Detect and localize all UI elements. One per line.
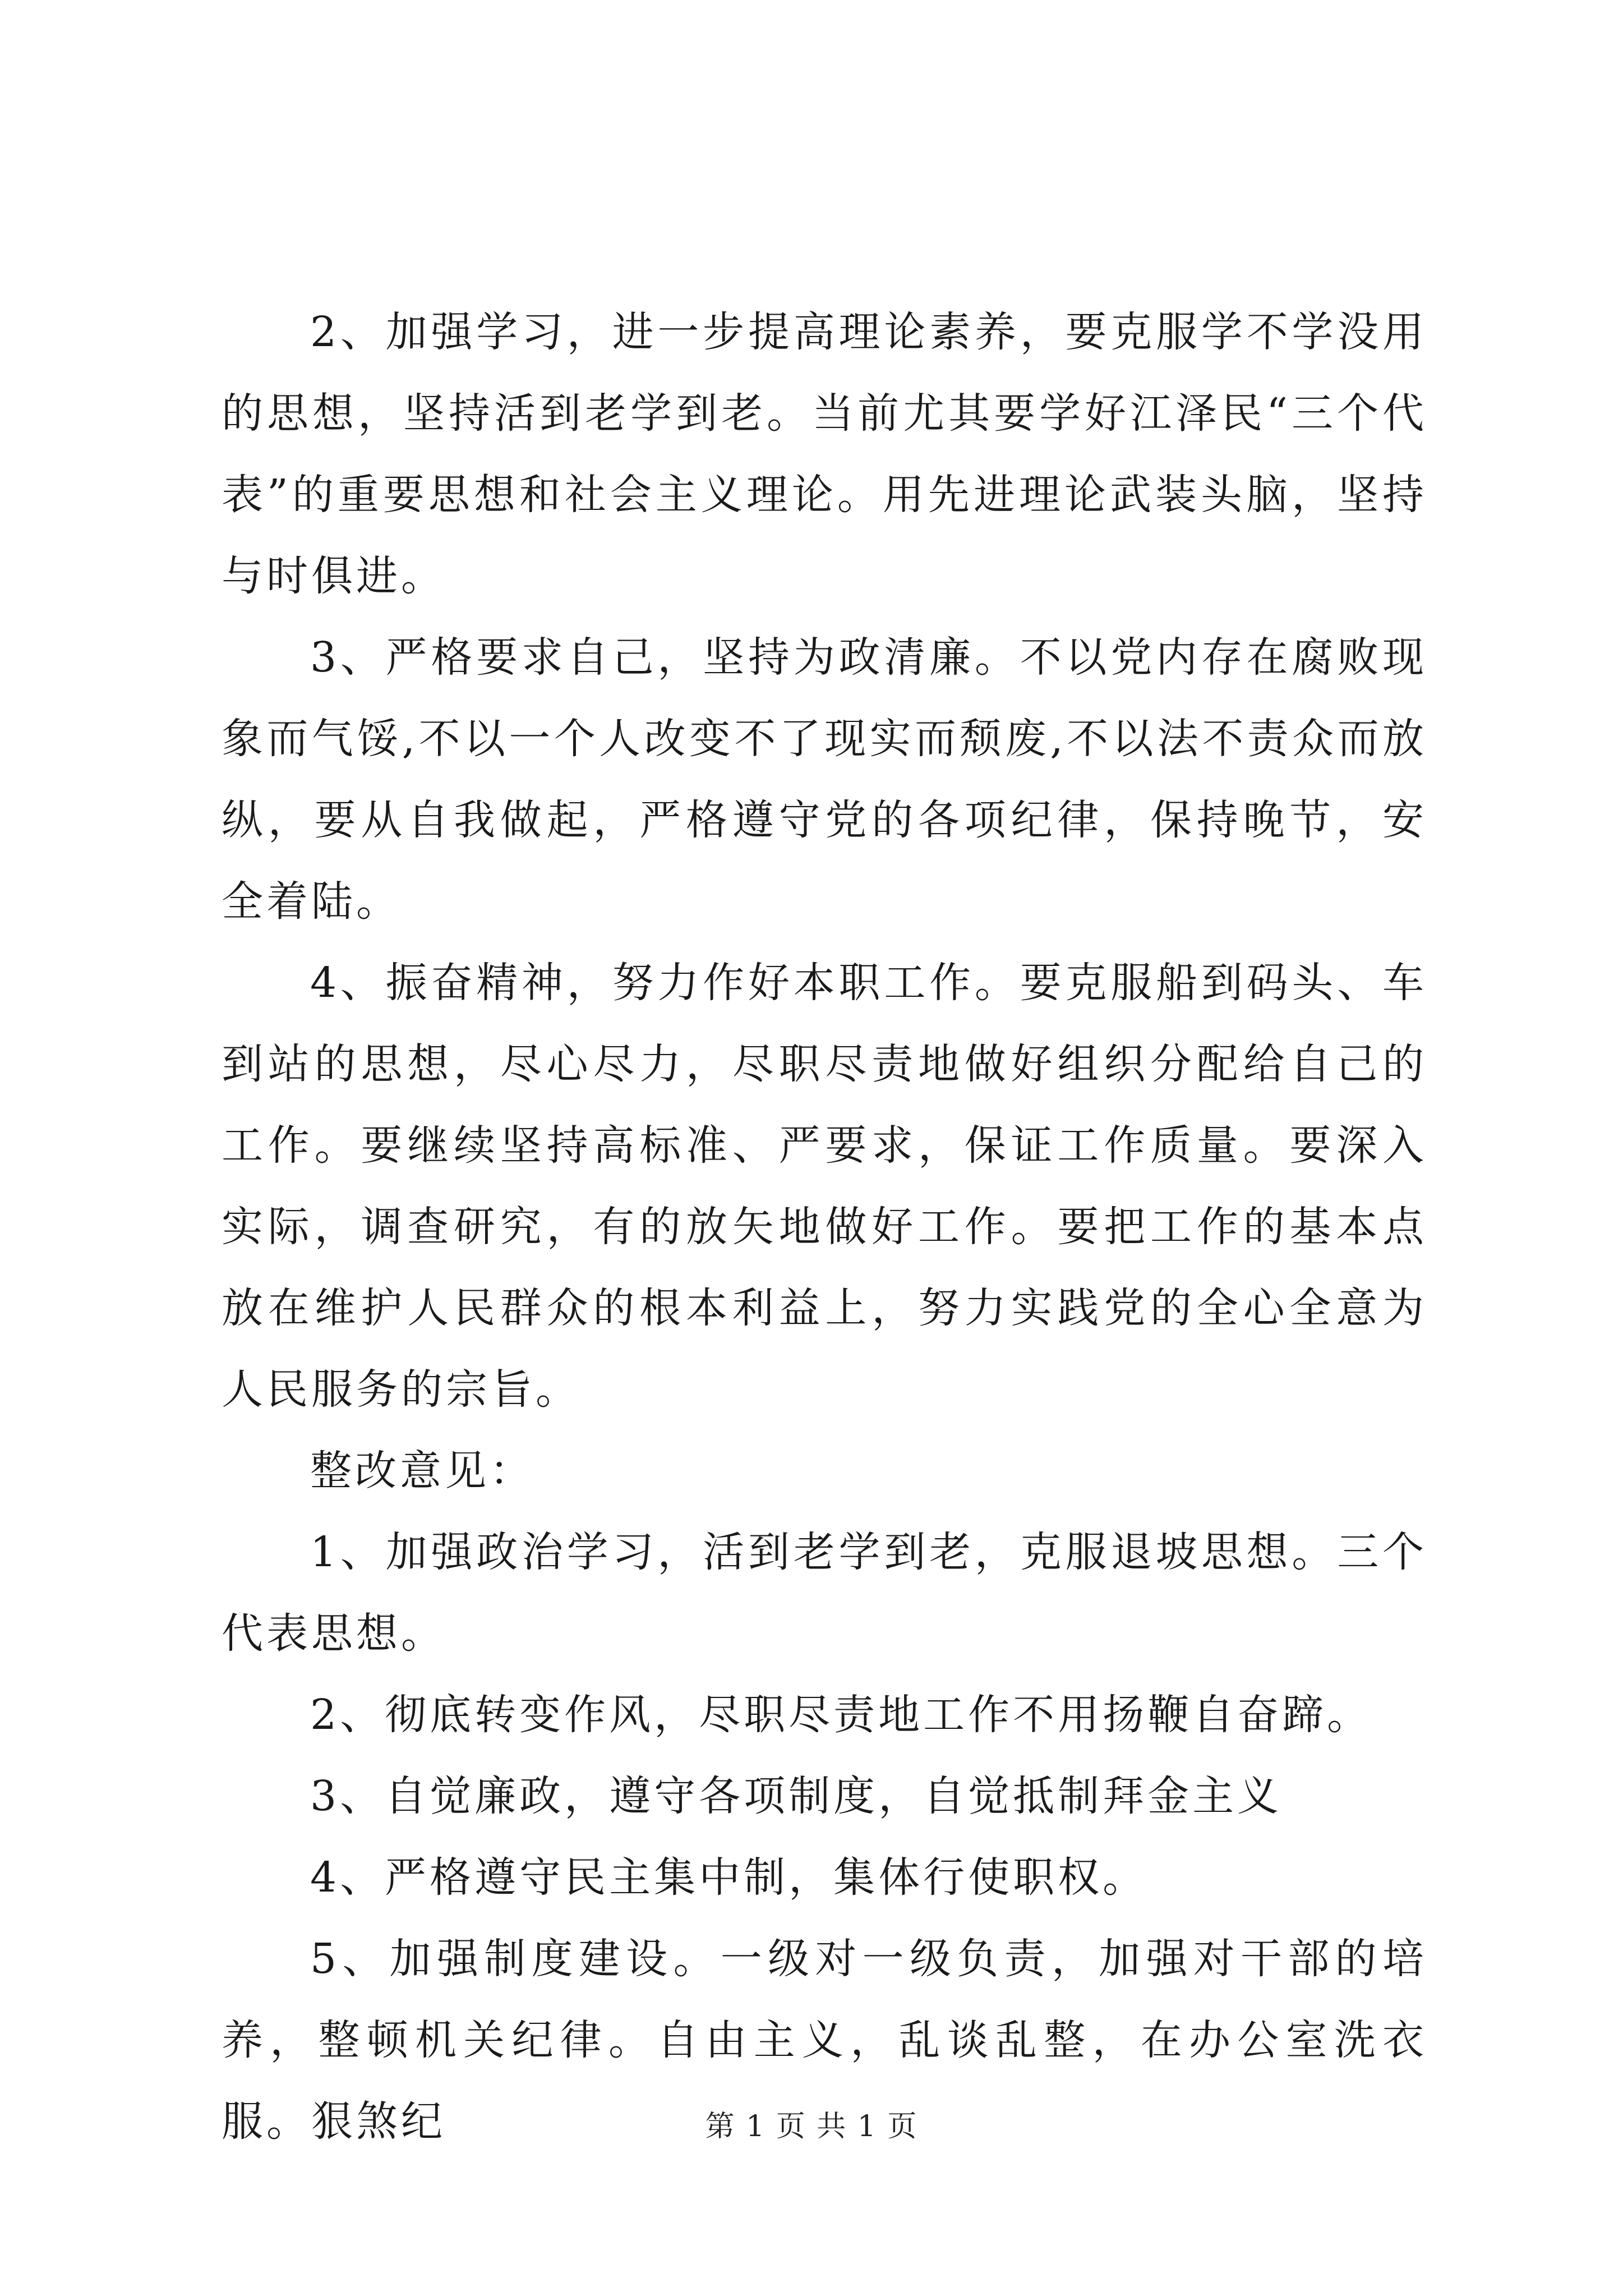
rectification-item-4: 4、严格遵守民主集中制，集体行使职权。: [310, 1853, 1148, 1902]
document-body: [222, 292, 1427, 2162]
rectification-item-2: 2、彻底转变作风，尽职尽责地工作不用扬鞭自奋蹄。: [310, 1691, 1372, 1739]
page-number-footer: 第 1 页 共 1 页: [705, 2110, 918, 2143]
rectification-item-3: 3、自觉廉政，遵守各项制度，自觉抵制拜金主义: [310, 1772, 1283, 1820]
section-heading-rectification: 整改意见：: [310, 1447, 534, 1495]
paragraph-work-spirit: 4、振奋精神，努力作好本职工作。要克服船到码头、车到站的思想，尽心尽力，尽职尽责地做好组织分配给自己的工作。要继续坚持高标准、严要求，保证工作质量。要深入实际，调查研究，有的放矢地做好工作。要把工作的基本点放在维护人民群众的根本利益上，努力实践党的全心全意为人民服务的宗旨。: [222, 959, 1427, 1414]
paragraph-study: 2、加强学习，进一步提高理论素养，要克服学不学没用的思想，坚持活到老学到老。当前尤其要学好江泽民“三个代表”的重要思想和社会主义理论。用先进理论武装头脑，坚持与时俱进。: [222, 308, 1427, 600]
paragraph-integrity: 3、严格要求自己，坚持为政清廉。不以党内存在腐败现象而气馁,不以一个人改变不了现实而颓废,不以法不责众而放纵，要从自我做起，严格遵守党的各项纪律，保持晚节，安全着陆。: [222, 633, 1427, 926]
rectification-item-5: 5、加强制度建设。一级对一级负责，加强对干部的培养，整顿机关纪律。自由主义，乱谈乱整，在办公室洗衣服。狠煞纪: [222, 1935, 1427, 2146]
rectification-item-1: 1、加强政治学习，活到老学到老，克服退坡思想。三个代表思想。: [222, 1528, 1427, 1658]
